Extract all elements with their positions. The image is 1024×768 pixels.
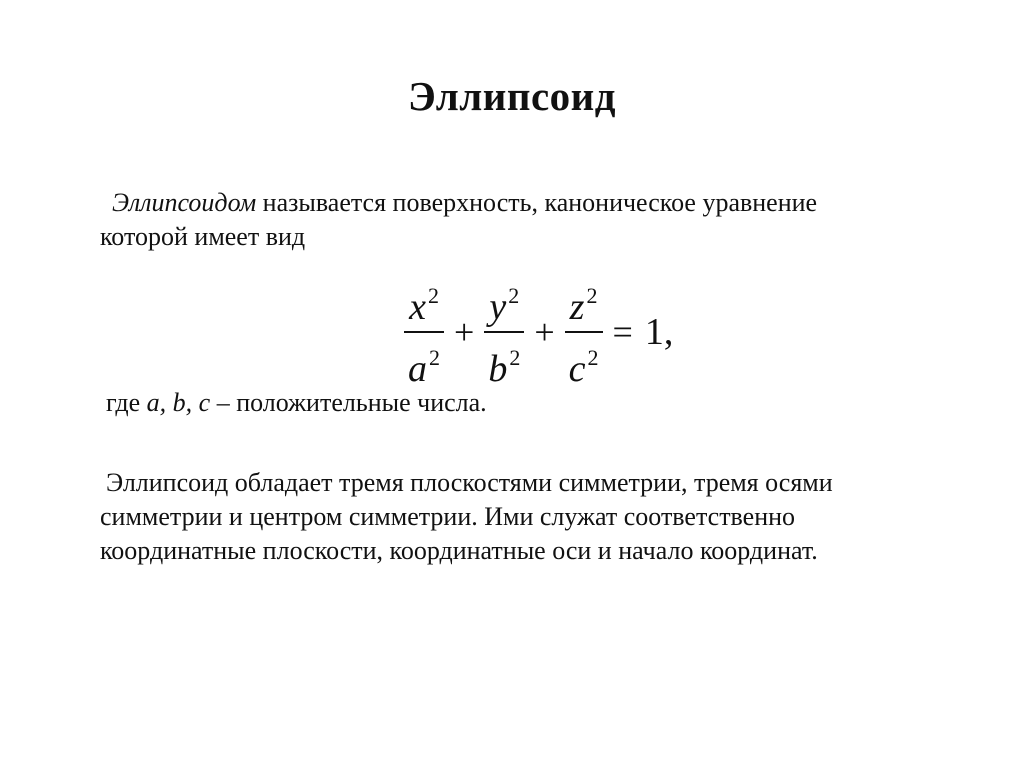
symmetry-line-2: симметрии и центром симметрии. Ими служат соответственно bbox=[100, 502, 796, 531]
page-title: Эллипсоид bbox=[407, 73, 617, 119]
fraction-z bbox=[565, 275, 603, 390]
exponent: 2 bbox=[509, 344, 521, 370]
fraction-y bbox=[484, 275, 524, 390]
symmetry-line-1: Эллипсоид обладает тремя плоскостями симметрии, тремя осями bbox=[106, 468, 833, 497]
fraction-x bbox=[404, 275, 444, 390]
equals-sign: = bbox=[612, 312, 633, 352]
denominator-c: c bbox=[568, 347, 586, 390]
note-variables: a, b, c bbox=[146, 388, 211, 417]
variables-note bbox=[100, 386, 926, 420]
exponent: 2 bbox=[427, 282, 439, 308]
symmetry-paragraph bbox=[100, 466, 940, 568]
exponent: 2 bbox=[586, 282, 598, 308]
defined-term: Эллипсоидом bbox=[112, 188, 257, 217]
fraction-bar bbox=[404, 331, 444, 333]
note-prefix: где bbox=[106, 388, 147, 417]
definition-line-1 bbox=[100, 186, 920, 220]
definition-paragraph bbox=[100, 186, 920, 254]
note-suffix: – положительные числа. bbox=[210, 388, 487, 417]
definition-text: называется поверхность, каноническое уравнение bbox=[256, 188, 818, 217]
definition-line-2: которой имеет вид bbox=[100, 222, 306, 251]
right-hand-side: 1, bbox=[644, 311, 674, 353]
plus-sign: + bbox=[454, 312, 475, 352]
denominator-b: b bbox=[488, 347, 508, 390]
numerator-z: z bbox=[569, 285, 585, 328]
exponent: 2 bbox=[429, 344, 440, 370]
exponent: 2 bbox=[587, 344, 599, 370]
numerator-x: x bbox=[409, 285, 426, 328]
exponent: 2 bbox=[508, 282, 520, 308]
fraction-bar bbox=[484, 331, 524, 333]
plus-sign: + bbox=[534, 312, 555, 352]
fraction-bar bbox=[565, 331, 603, 333]
symmetry-line-3: координатные плоскости, координатные оси и начало координат. bbox=[100, 536, 818, 565]
denominator-a: a bbox=[408, 347, 427, 390]
ellipsoid-equation bbox=[402, 280, 674, 390]
numerator-y: y bbox=[489, 285, 507, 328]
